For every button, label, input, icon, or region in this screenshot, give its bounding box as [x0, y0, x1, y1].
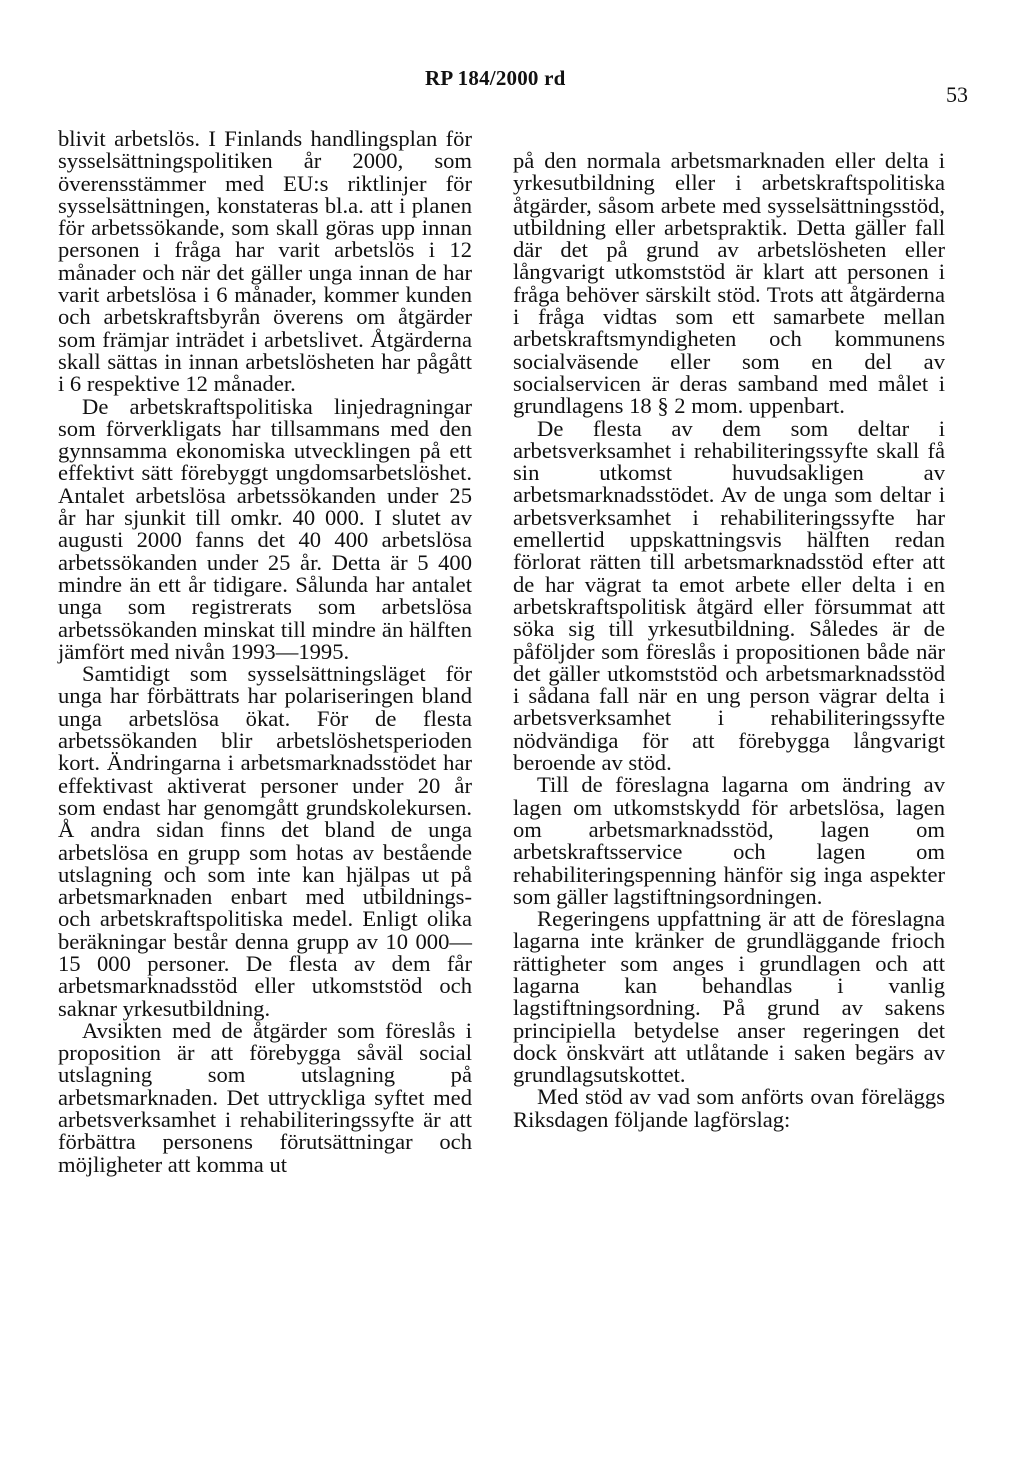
left-paragraph-4: Avsikten med de åtgärder som föreslås i proposition är att förebygga såväl social utslagning som utslagning på arbetsmarknaden. Det uttryckliga syftet med arbetsverksamhet i rehabiliteringssyfte är att förbättra personens förutsättningar och möjligheter att komma ut	[58, 1017, 472, 1177]
right-paragraph-5: Med stöd av vad som anförts ovan föreläggs Riksdagen följande lagförslag:	[513, 1084, 945, 1132]
left-paragraph-3: Samtidigt som sysselsättningsläget för unga har förbättrats har polariseringen bland unga arbetslösa ökat. För de flesta arbetssökanden blir arbetslöshetsperioden kort. Ändringarna i arbetsmarknadsstödet har effektivast aktiverat personer under 20 år som endast har genomgått grundskolekursen. Å andra sidan finns det bland de unga arbetslösa en grupp som hotas av bestående utslagning och som inte kan hjälpas ut på arbetsmarknaden enbart med utbildnings- och arbetskraftspolitiska medel. Enligt olika beräkningar består denna grupp av 10 000—15 000 personer. De flesta av dem får arbetsmarknadsstöd eller utkomststöd och saknar yrkesutbildning.	[58, 661, 472, 1021]
right-paragraph-3: Till de föreslagna lagarna om ändring av lagen om utkomstskydd för arbetslösa, lagen om arbetsmarknadsstöd, lagen om arbetskraftsservice och lagen om rehabiliteringspenning hänför sig inga aspekter som gäller lagstiftningsordningen.	[513, 772, 945, 909]
page-number: 53	[946, 82, 968, 107]
right-paragraph-4: Regeringens uppfattning är att de föreslagna lagarna inte kränker de grundläggande frioch rättigheter som anges i grundlagen och att lagarna kan behandlas i vanlig lagstiftningsordning. På grund av sakens principiella betydelse anser regeringen det dock önskvärt att utlåtande i saken begärs av grundlagsutskottet.	[513, 906, 945, 1088]
right-text-column	[513, 150, 945, 1131]
right-paragraph-1: på den normala arbetsmarknaden eller delta i yrkesutbildning eller i arbetskraftspolitiska åtgärder, såsom arbete med sysselsättningsstöd, utbildning eller arbetspraktik. Detta gäller fall där det på grund av arbetslösheten eller långvarigt utkomststöd är klart att personen i fråga behöver särskilt stöd. Trots att åtgärderna i fråga vidtas som ett samarbete mellan arbetskraftsmyndigheten och kommunens socialväsende eller som en del av socialservicen är deras samband med målet i grundlagens 18 § 2 mom. uppenbart.	[513, 148, 945, 419]
left-text-column	[58, 128, 472, 1176]
left-paragraph-2: De arbetskraftspolitiska linjedragningar som förverkligats har tillsammans med den gynnsamma ekonomiska utvecklingen på ett effektivt sätt förebyggt ungdomsarbetslöshet. Antalet arbetslösa arbetssökanden under 25 år har sjunkit till omkr. 40 000. I slutet av augusti 2000 fanns det 40 400 arbetslösa arbetssökanden under 25 år. Detta är 5 400 mindre än ett år tidigare. Sålunda har antalet unga som registrerats som arbetslösa arbetssökanden minskat till mindre än hälften jämfört med nivån 1993—1995.	[58, 393, 472, 664]
left-paragraph-1: blivit arbetslös. I Finlands handlingsplan för sysselsättningspolitiken år 2000, som överensstämmer med EU:s riktlinjer för sysselsättningen, konstateras bl.a. att i planen för arbetssökande, som skall göras upp innan personen i fråga har varit arbetslös i 12 månader och när det gäller unga innan de har varit arbetslösa i 6 månader, kommer kunden och arbetskraftsbyrån överens om åtgärder som främjar inträdet i arbetslivet. Åtgärderna skall sättas in innan arbetslösheten har pågått i 6 respektive 12 månader.	[58, 126, 472, 397]
right-paragraph-2: De flesta av dem som deltar i arbetsverksamhet i rehabiliteringssyfte skall få sin utkomst huvudsakligen av arbetsmarknadsstödet. Av de unga som deltar i arbetsverksamhet i rehabiliteringssyfte har emellertid uppskattningsvis hälften redan förlorat rätten till arbetsmarknadsstöd efter att de har vägrat ta emot arbete eller delta i en arbetskraftspolitisk åtgärd eller försummat att söka sig till yrkesutbildning. Således är de påföljder som föreslås i propositionen både när det gäller utkomststöd och arbetsmarknadsstöd i sådana fall när en ung person vägrar delta i arbetsverksamhet i rehabiliteringssyfte nödvändiga för att förebygga långvarigt beroende av stöd.	[513, 415, 945, 776]
document-header-title: RP 184/2000 rd	[425, 66, 566, 90]
